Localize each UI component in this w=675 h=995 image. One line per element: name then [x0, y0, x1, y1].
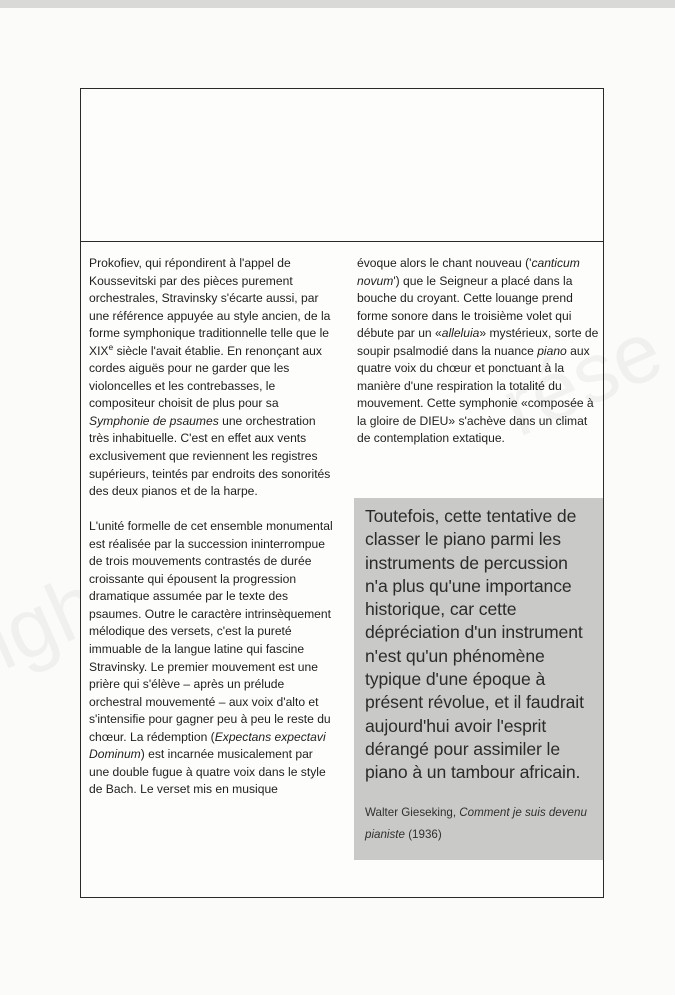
quote-source-title: Comment je suis devenu pianiste: [365, 805, 587, 841]
empty-header-box: [81, 89, 603, 242]
scan-edge: [0, 0, 675, 8]
pull-quote-box: [354, 498, 603, 860]
quote-attribution: [365, 802, 593, 846]
page-frame: [80, 88, 604, 898]
left-paragraph-1: Prokofiev, qui répondirent à l'appel de Koussevitski par des pièces purement orchestrales, Stravinsky s'écarte aussi, par une référence appuyée au style ancien, de la forme symphonique traditionnelle telle que le XIXe siècle l'avait établie. En renonçant aux cordes aiguës pour ne garder que les violoncelles et les contrebasses, le compositeur choisit de plus pour sa Symphonie de psaumes une orchestration très inhabituelle. C'est en effet aux vents exclusivement que reviennent les registres supérieurs, teintés par endroits des sonorités des deux pianos et de la harpe.: [89, 256, 331, 499]
pull-quote-text: Toutefois, cette tentative de classer le piano parmi les instruments de percussion n'a plus qu'une importance historique, car cette dépréciation d'un instrument n'est qu'un phénomène typique d'une époque à présent révolue, et il faudrait aujourd'hui avoir l'esprit dérangé pour assimiler le piano à un tambour africain.: [365, 506, 584, 783]
right-paragraph-1: évoque alors le chant nouveau ('canticum novum') que le Seigneur a placé dans la bouche du croyant. Cette louange prend forme sonore dans le troisième volet qui débute par un «alleluia» mystérieux, sorte de soupir psalmodié dans la nuance piano aux quatre voix du chœur et ponctuant à la manière d'une respiration la totalité du mouvement. Cette symphonie «composée à la gloire de DIEU» s'achève dans un climat de contemplation extatique.: [357, 256, 599, 446]
quote-author: Walter Gieseking,: [365, 805, 460, 819]
left-paragraph-2: L'unité formelle de cet ensemble monumental est réalisée par la succession ininterrompue de trois mouvements contrastés de durée croissante qui épousent la progression dramatique assumée par le texte des psaumes. Outre le caractère intrinsèquement mélodique des versets, c'est la pureté immuable de la langue latine qui fascine Stravinsky. Le premier mouvement est une prière qui s'élève – après un prélude orchestral mouvementé – aux voix d'alto et s'intensifie pour gagner peu à peu le reste du chœur. La rédemption (Expectans expectavi Dominum) est incarnée musicalement par une double fugue à quatre voix dans le style de Bach. Le verset mis en musique: [89, 519, 333, 797]
quote-year: (1936): [404, 827, 442, 841]
left-column: [89, 255, 333, 799]
